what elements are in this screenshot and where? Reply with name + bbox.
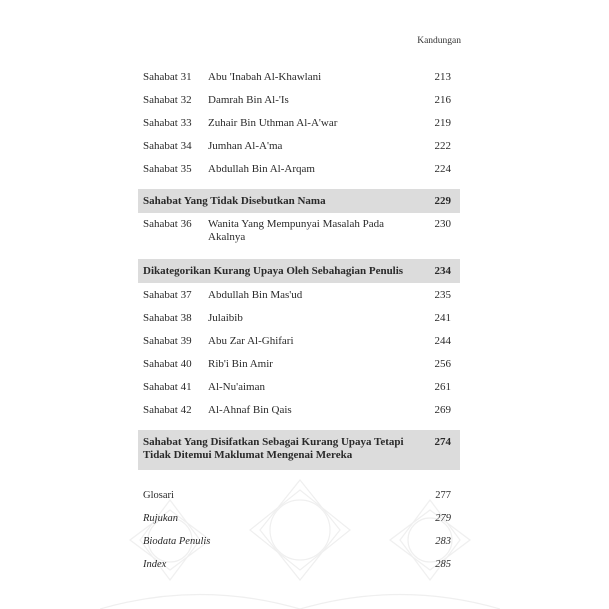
section-heading[interactable] [138, 259, 460, 283]
entry-title: Al-Ahnaf Bin Qais [208, 404, 292, 416]
entry-page: 241 [434, 312, 451, 324]
section-heading[interactable] [138, 189, 460, 213]
entry-page: 269 [434, 404, 451, 416]
section-heading[interactable] [138, 430, 460, 470]
entry-number: Sahabat 33 [143, 117, 192, 129]
entry-title: Abu 'Inabah Al-Khawlani [208, 71, 322, 83]
section-title: Sahabat Yang Tidak Disebutkan Nama [143, 195, 326, 207]
entry-page: 261 [434, 381, 451, 393]
entry-number: Sahabat 32 [143, 94, 192, 106]
entry-page: 283 [435, 536, 451, 547]
section-page: 229 [434, 195, 451, 207]
entry-page: 224 [434, 163, 451, 175]
entry-number: Sahabat 36 [143, 218, 192, 230]
entry-title: Damrah Bin Al-'Is [208, 94, 289, 106]
entry-title: Al-Nu'aiman [208, 381, 265, 393]
entry-title: Abu Zar Al-Ghifari [208, 335, 294, 347]
entry-number: Sahabat 37 [143, 289, 192, 301]
entry-page: 219 [434, 117, 451, 129]
section-title: Dikategorikan Kurang Upaya Oleh Sebahagian Penulis [143, 265, 404, 277]
entry-page: 222 [434, 140, 451, 152]
section-title: Sahabat Yang Disifatkan Sebagai Kurang Upaya Tetapi Tidak Ditemui Maklumat Mengenai Mereka [143, 436, 404, 461]
section-page: 234 [434, 265, 451, 277]
entry-title: Jumhan Al-A'ma [208, 140, 283, 152]
entry-number: Sahabat 41 [143, 381, 192, 393]
entry-number: Sahabat 39 [143, 335, 192, 347]
entry-page: 244 [434, 335, 451, 347]
entry-title: Abdullah Bin Al-Arqam [208, 163, 315, 175]
entry-page: 235 [434, 289, 451, 301]
entry-page: 230 [434, 218, 451, 230]
entry-title: Wanita Yang Mempunyai Masalah Pada Akalnya [208, 218, 384, 243]
entry-page: 216 [434, 94, 451, 106]
entry-title: Rujukan [143, 513, 178, 524]
entry-title: Abdullah Bin Mas'ud [208, 289, 303, 301]
entry-title: Glosari [143, 490, 174, 501]
entry-page: 279 [435, 513, 451, 524]
entry-page: 213 [434, 71, 451, 83]
entry-page: 256 [434, 358, 451, 370]
entry-title: Julaibib [208, 312, 243, 324]
entry-title: Zuhair Bin Uthman Al-A'war [208, 117, 338, 129]
entry-title: Biodata Penulis [143, 536, 211, 547]
section-page: 274 [434, 436, 451, 448]
entry-page: 277 [435, 490, 451, 501]
entry-title: Rib'i Bin Amir [208, 358, 273, 370]
running-header: Kandungan [417, 36, 461, 46]
entry-number: Sahabat 31 [143, 71, 192, 83]
entry-number: Sahabat 40 [143, 358, 192, 370]
entry-page: 285 [435, 559, 451, 570]
entry-number: Sahabat 42 [143, 404, 192, 416]
entry-number: Sahabat 38 [143, 312, 192, 324]
entry-title: Index [143, 559, 167, 570]
entry-number: Sahabat 35 [143, 163, 192, 175]
entry-number: Sahabat 34 [143, 140, 192, 152]
